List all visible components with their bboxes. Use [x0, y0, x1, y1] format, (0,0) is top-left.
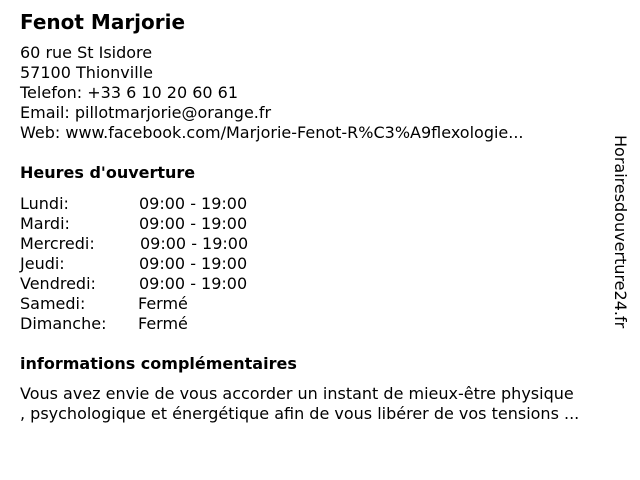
hours-row-sunday [20, 314, 320, 334]
site-watermark: Horairesdouverture24.fr [611, 135, 630, 329]
day-label: Samedi: [20, 294, 86, 313]
time-value: Fermé [138, 314, 188, 333]
address-city: 57100 Thionville [20, 63, 153, 82]
additional-info-title: informations complémentaires [20, 354, 297, 373]
hours-row-wednesday [20, 234, 320, 254]
time-value: 09:00 - 19:00 [139, 254, 248, 273]
opening-hours-table [20, 194, 320, 334]
time-value: 09:00 - 19:00 [140, 234, 249, 253]
hours-row-thursday [20, 254, 320, 274]
time-value: 09:00 - 19:00 [139, 214, 248, 233]
day-label: Dimanche: [20, 314, 107, 333]
day-label: Mercredi: [20, 234, 95, 253]
hours-row-saturday [20, 294, 320, 314]
contact-block [20, 43, 524, 143]
email-line: Email: pillotmarjorie@orange.fr [20, 103, 272, 122]
hours-row-friday [20, 274, 320, 294]
web-line: Web: www.facebook.com/Marjorie-Fenot-R%C3%A9flexologie... [20, 123, 524, 142]
day-label: Mardi: [20, 214, 70, 233]
day-label: Vendredi: [20, 274, 96, 293]
opening-hours-title: Heures d'ouverture [20, 163, 196, 182]
hours-row-monday [20, 194, 320, 214]
hours-row-tuesday [20, 214, 320, 234]
info-line-2: , psychologique et énergétique afin de vous libérer de vos tensions ... [20, 404, 580, 423]
day-label: Lundi: [20, 194, 69, 213]
additional-info-text [20, 384, 579, 424]
info-line-1: Vous avez envie de vous accorder un instant de mieux-être physique [20, 384, 574, 403]
time-value: Fermé [138, 294, 188, 313]
time-value: 09:00 - 19:00 [139, 194, 248, 213]
time-value: 09:00 - 19:00 [139, 274, 248, 293]
business-name: Fenot Marjorie [20, 10, 186, 34]
phone-line: Telefon: +33 6 10 20 60 61 [20, 83, 239, 102]
address-street: 60 rue St Isidore [20, 43, 153, 62]
day-label: Jeudi: [20, 254, 65, 273]
